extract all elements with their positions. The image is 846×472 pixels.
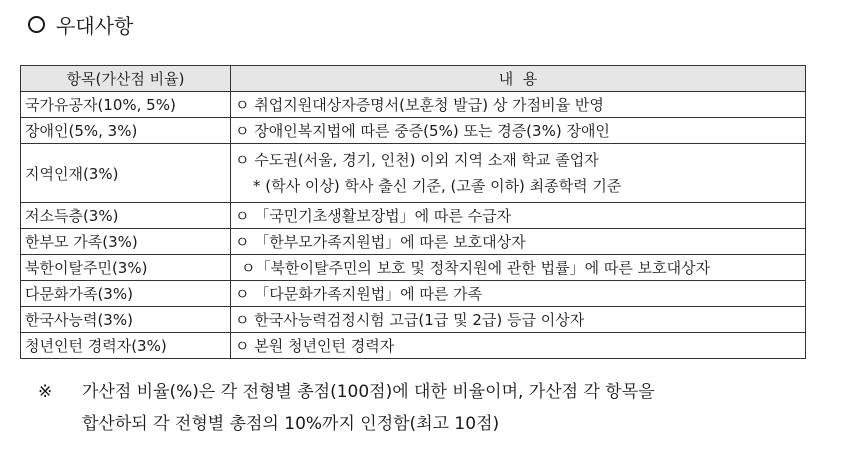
table-row <box>21 92 806 118</box>
row-category: 한국사능력(3%) <box>21 307 231 333</box>
table-row <box>21 307 806 333</box>
row-content-subnote: * (학사 이상) 학사 출신 기준, (고졸 이하) 최종학력 기준 <box>253 177 622 195</box>
row-category: 저소득층(3%) <box>21 203 231 229</box>
reference-mark-icon: ※ <box>38 382 53 402</box>
row-category: 국가유공자(10%, 5%) <box>21 92 231 118</box>
row-content <box>231 144 806 203</box>
footnote-text-2: 합산하되 각 전형별 총점의 10%까지 인정함(최고 10점) <box>82 414 500 434</box>
row-category: 한부모 가족(3%) <box>21 229 231 255</box>
footnote-text-1: 가산점 비율(%)은 각 전형별 총점(100점)에 대한 비율이며, 가산점 각 항목을 <box>82 382 655 402</box>
row-content: ㅇ 「한부모가족지원법」에 따른 보호대상자 <box>231 229 806 255</box>
row-category: 다문화가족(3%) <box>21 281 231 307</box>
row-content: ㅇ 본원 청년인턴 경력자 <box>231 333 806 359</box>
table-row <box>21 255 806 281</box>
row-content: ㅇ 「국민기초생활보장법」에 따른 수급자 <box>231 203 806 229</box>
row-category: 청년인턴 경력자(3%) <box>21 333 231 359</box>
header-category: 항목(가산점 비율) <box>21 66 231 92</box>
section-title <box>28 8 133 40</box>
table-header-row <box>21 66 806 92</box>
table-row <box>21 333 806 359</box>
row-category: 지역인재(3%) <box>21 144 231 203</box>
table-row <box>21 203 806 229</box>
table-row <box>21 281 806 307</box>
table-row <box>21 118 806 144</box>
section-title-text: 우대사항 <box>56 13 134 38</box>
row-content: ㅇ 장애인복지법에 따른 중증(5%) 또는 경증(3%) 장애인 <box>231 118 806 144</box>
row-content: ㅇ 한국사능력검정시험 고급(1급 및 2급) 등급 이상자 <box>231 307 806 333</box>
table-row <box>21 144 806 203</box>
row-category: 장애인(5%, 3%) <box>21 118 231 144</box>
header-content: 내 용 <box>231 66 806 92</box>
row-content: ㅇ「북한이탈주민의 보호 및 정착지원에 관한 법률」에 따른 보호대상자 <box>231 255 806 281</box>
row-category: 북한이탈주민(3%) <box>21 255 231 281</box>
circle-bullet-icon <box>28 16 45 33</box>
row-content-line: ㅇ 수도권(서울, 경기, 인천) 이외 지역 소재 학교 졸업자 <box>235 151 599 169</box>
footnote <box>38 376 828 440</box>
row-content: ㅇ 「다문화가족지원법」에 따른 가족 <box>231 281 806 307</box>
preference-table <box>20 65 806 359</box>
footnote-line-1 <box>38 376 828 408</box>
table-row <box>21 229 806 255</box>
row-content: ㅇ 취업지원대상자증명서(보훈청 발급) 상 가점비율 반영 <box>231 92 806 118</box>
